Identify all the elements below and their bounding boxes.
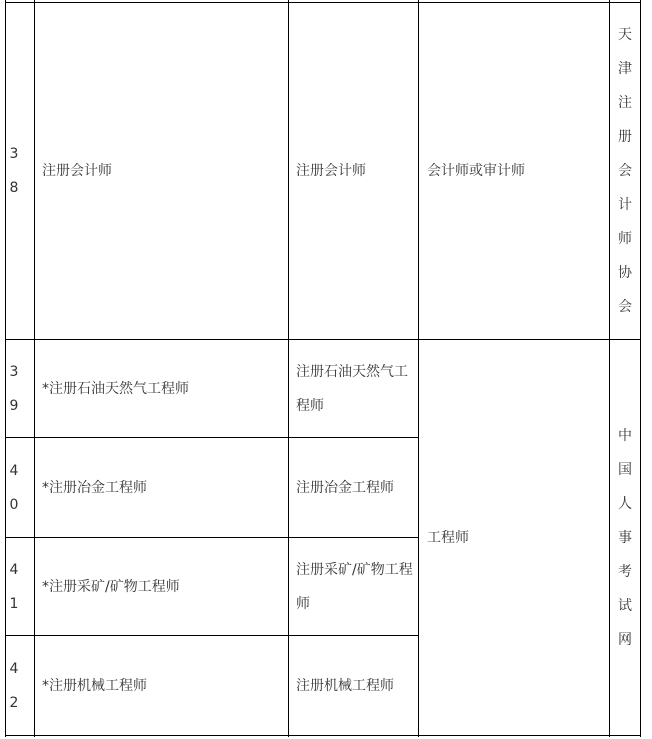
qualification-text: *注册机械工程师 bbox=[42, 677, 147, 694]
title-series-text: 会计师或审计师 bbox=[427, 163, 525, 179]
exam-name-text: 注册石油天然气工程师 bbox=[296, 363, 408, 414]
exam-name-cell bbox=[296, 3, 414, 339]
table-border bbox=[288, 0, 289, 737]
qualification-text: *注册冶金工程师 bbox=[42, 479, 147, 496]
qualification-text: *注册石油天然气工程师 bbox=[42, 380, 189, 397]
table-border bbox=[5, 735, 641, 736]
row-number-text: 39 bbox=[9, 363, 19, 414]
row-number-text: 41 bbox=[9, 561, 19, 612]
exam-name-text: 注册机械工程师 bbox=[296, 677, 394, 694]
exam-name-cell bbox=[296, 538, 414, 635]
table-border bbox=[418, 0, 419, 737]
authority-merged-cell bbox=[614, 340, 636, 735]
authority-cell bbox=[614, 3, 636, 339]
row-number-text: 38 bbox=[9, 146, 19, 196]
qualification-text: 注册会计师 bbox=[42, 163, 112, 179]
qualification-cell bbox=[42, 438, 282, 537]
row-number bbox=[6, 538, 22, 635]
row-number-text: 42 bbox=[9, 660, 19, 711]
row-number bbox=[6, 636, 22, 735]
table-border bbox=[609, 0, 610, 737]
row-number bbox=[6, 438, 22, 537]
exam-name-text: 注册冶金工程师 bbox=[296, 479, 394, 496]
table-border bbox=[640, 0, 641, 737]
exam-name-cell bbox=[296, 340, 414, 437]
qualification-cell bbox=[42, 340, 282, 437]
authority-text: 中国人事考试网 bbox=[618, 427, 632, 648]
title-series-merged-cell bbox=[427, 340, 605, 735]
exam-name-text: 注册采矿/矿物工程师 bbox=[296, 561, 413, 612]
qualification-cell bbox=[42, 3, 282, 339]
qualification-cell bbox=[42, 538, 282, 635]
qualification-cell bbox=[42, 636, 282, 735]
qualification-text: *注册采矿/矿物工程师 bbox=[42, 578, 180, 595]
title-series-text: 工程师 bbox=[427, 529, 469, 546]
table-border bbox=[34, 0, 35, 737]
row-number bbox=[6, 3, 22, 339]
row-number bbox=[6, 340, 22, 437]
exam-name-text: 注册会计师 bbox=[296, 163, 366, 179]
exam-name-cell bbox=[296, 438, 414, 537]
title-series-cell bbox=[427, 3, 605, 339]
authority-text: 天津注册会计师协会 bbox=[618, 27, 632, 315]
exam-name-cell bbox=[296, 636, 414, 735]
row-number-text: 40 bbox=[9, 462, 19, 513]
